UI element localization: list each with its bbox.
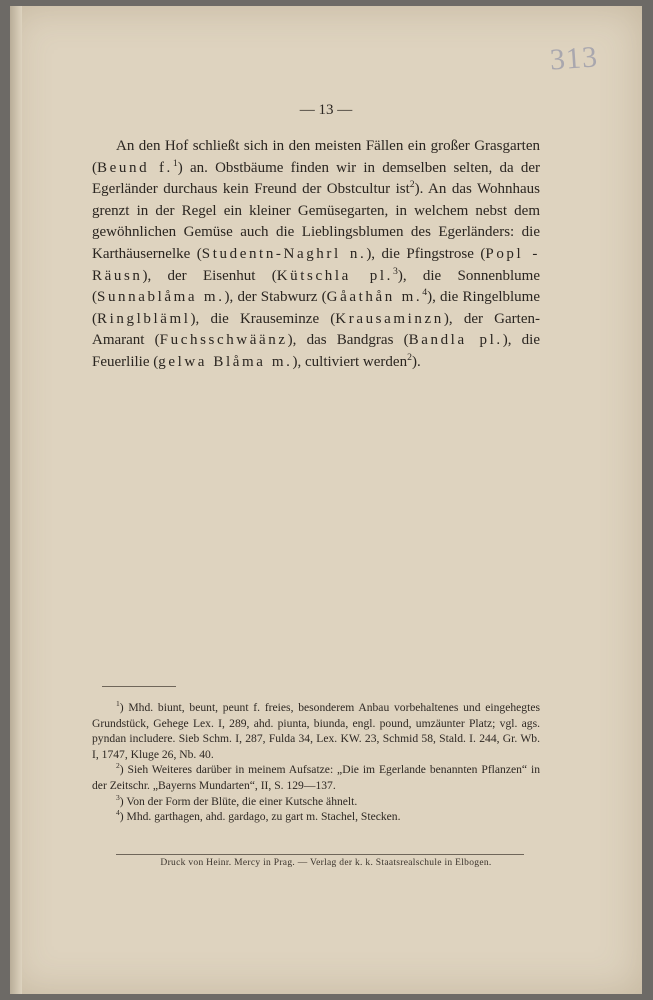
dialect-term: Krausaminzn (335, 310, 444, 327)
dialect-term: Sunnablåma m. (97, 289, 225, 306)
dialect-term: Fuchsschwäänz (159, 332, 288, 349)
footnote-ref: 1 (172, 157, 178, 169)
footnote: $^4$) Mhd. garthagen, ahd. gardago, zu gart m. Stachel, Stecken. (116, 808, 401, 824)
handwritten-folio-number: 313 (548, 40, 600, 77)
dialect-term: gelwa Blåma m. (158, 353, 293, 370)
printer-imprint: Druck von Heinr. Mercy in Prag. — Verlag der k. k. Staatsrealschule in Elbogen. (160, 858, 492, 868)
footnote-separator (102, 686, 176, 687)
page-number: — 13 — (299, 102, 353, 118)
dialect-term: Ringlbläml (97, 310, 191, 327)
footnote-ref: 4 (422, 287, 428, 299)
scanned-page (10, 6, 642, 994)
footnote: $^3$) Von der Form der Blüte, die einer Kutsche ähnelt. (116, 792, 358, 808)
footnote-ref: 2 (407, 351, 412, 363)
dialect-term: Beund f. (97, 159, 173, 176)
footnote-ref: 3 (392, 265, 398, 277)
dialect-term: Gåathån m. (326, 289, 423, 306)
footnotes (92, 700, 540, 825)
main-paragraph: An den Hof schließt sich in den meisten Fällen ein großer Grasgarten (Beund f.$^1$) an. Obstbäume finden wir in demselben selten, da der Egerländer durchaus kein Freund der Obstcultur ist$^2$). An das Wohnhaus grenzt in der Regel ein kleiner Gemüsegarten, in welchem nebst dem gewöhnlichen Gemüse auch die Lieblingsblumen des Egerländers: die Karthäusernelke (Studentn-Naghrl n.), die Pfingstrose (Popl - Räusn), der Eisenhut (Kütschla pl.$^3$), die Sonnenblume (Sunnablåma m.), der Stabwurz (Gåathån m.$^4$), die Ringelblume (Ringlbläml), die Krauseminze (Krausaminzn), der Garten-Amarant (Fuchsschwäänz), das Bandgras (Bandla pl.), die Feuerlilie (gelwa Blåma m.), cultiviert werden$^2$). (92, 138, 541, 370)
dialect-term: Studentn-Naghrl n. (201, 245, 367, 262)
dialect-term: Popl - Räusn (92, 245, 540, 284)
dialect-term: Kütschla pl. (276, 267, 393, 284)
page-spine-shadow (10, 6, 22, 994)
imprint-separator (116, 854, 524, 855)
footnote-ref: 2 (409, 179, 415, 191)
footnote: $^1$) Mhd. biunt, beunt, peunt f. freies, besonderem Anbau vorbehaltenes und eingehegtes Grundstück, Gehege Lex. I, 289, ahd. piunta, biunda, engl. pound, umzäunter Platz; vgl. ags. pyndan includere. Sieb Schm. I, 287, Fulda 34, Lex. KW. 23, Schmid 58, Stald. I. 244, Gr. Wb. I, 1747, Kluge 26, Nb. 40. (92, 699, 540, 761)
dialect-term: Bandla pl. (408, 332, 503, 349)
footnote: $^2$) Sieh Weiteres darüber in meinem Aufsatze: „Die im Egerlande benannten Pflanzen“ in der Zeitschr. „Bayerns Mundarten“, II, S. 129—137. (92, 761, 540, 792)
